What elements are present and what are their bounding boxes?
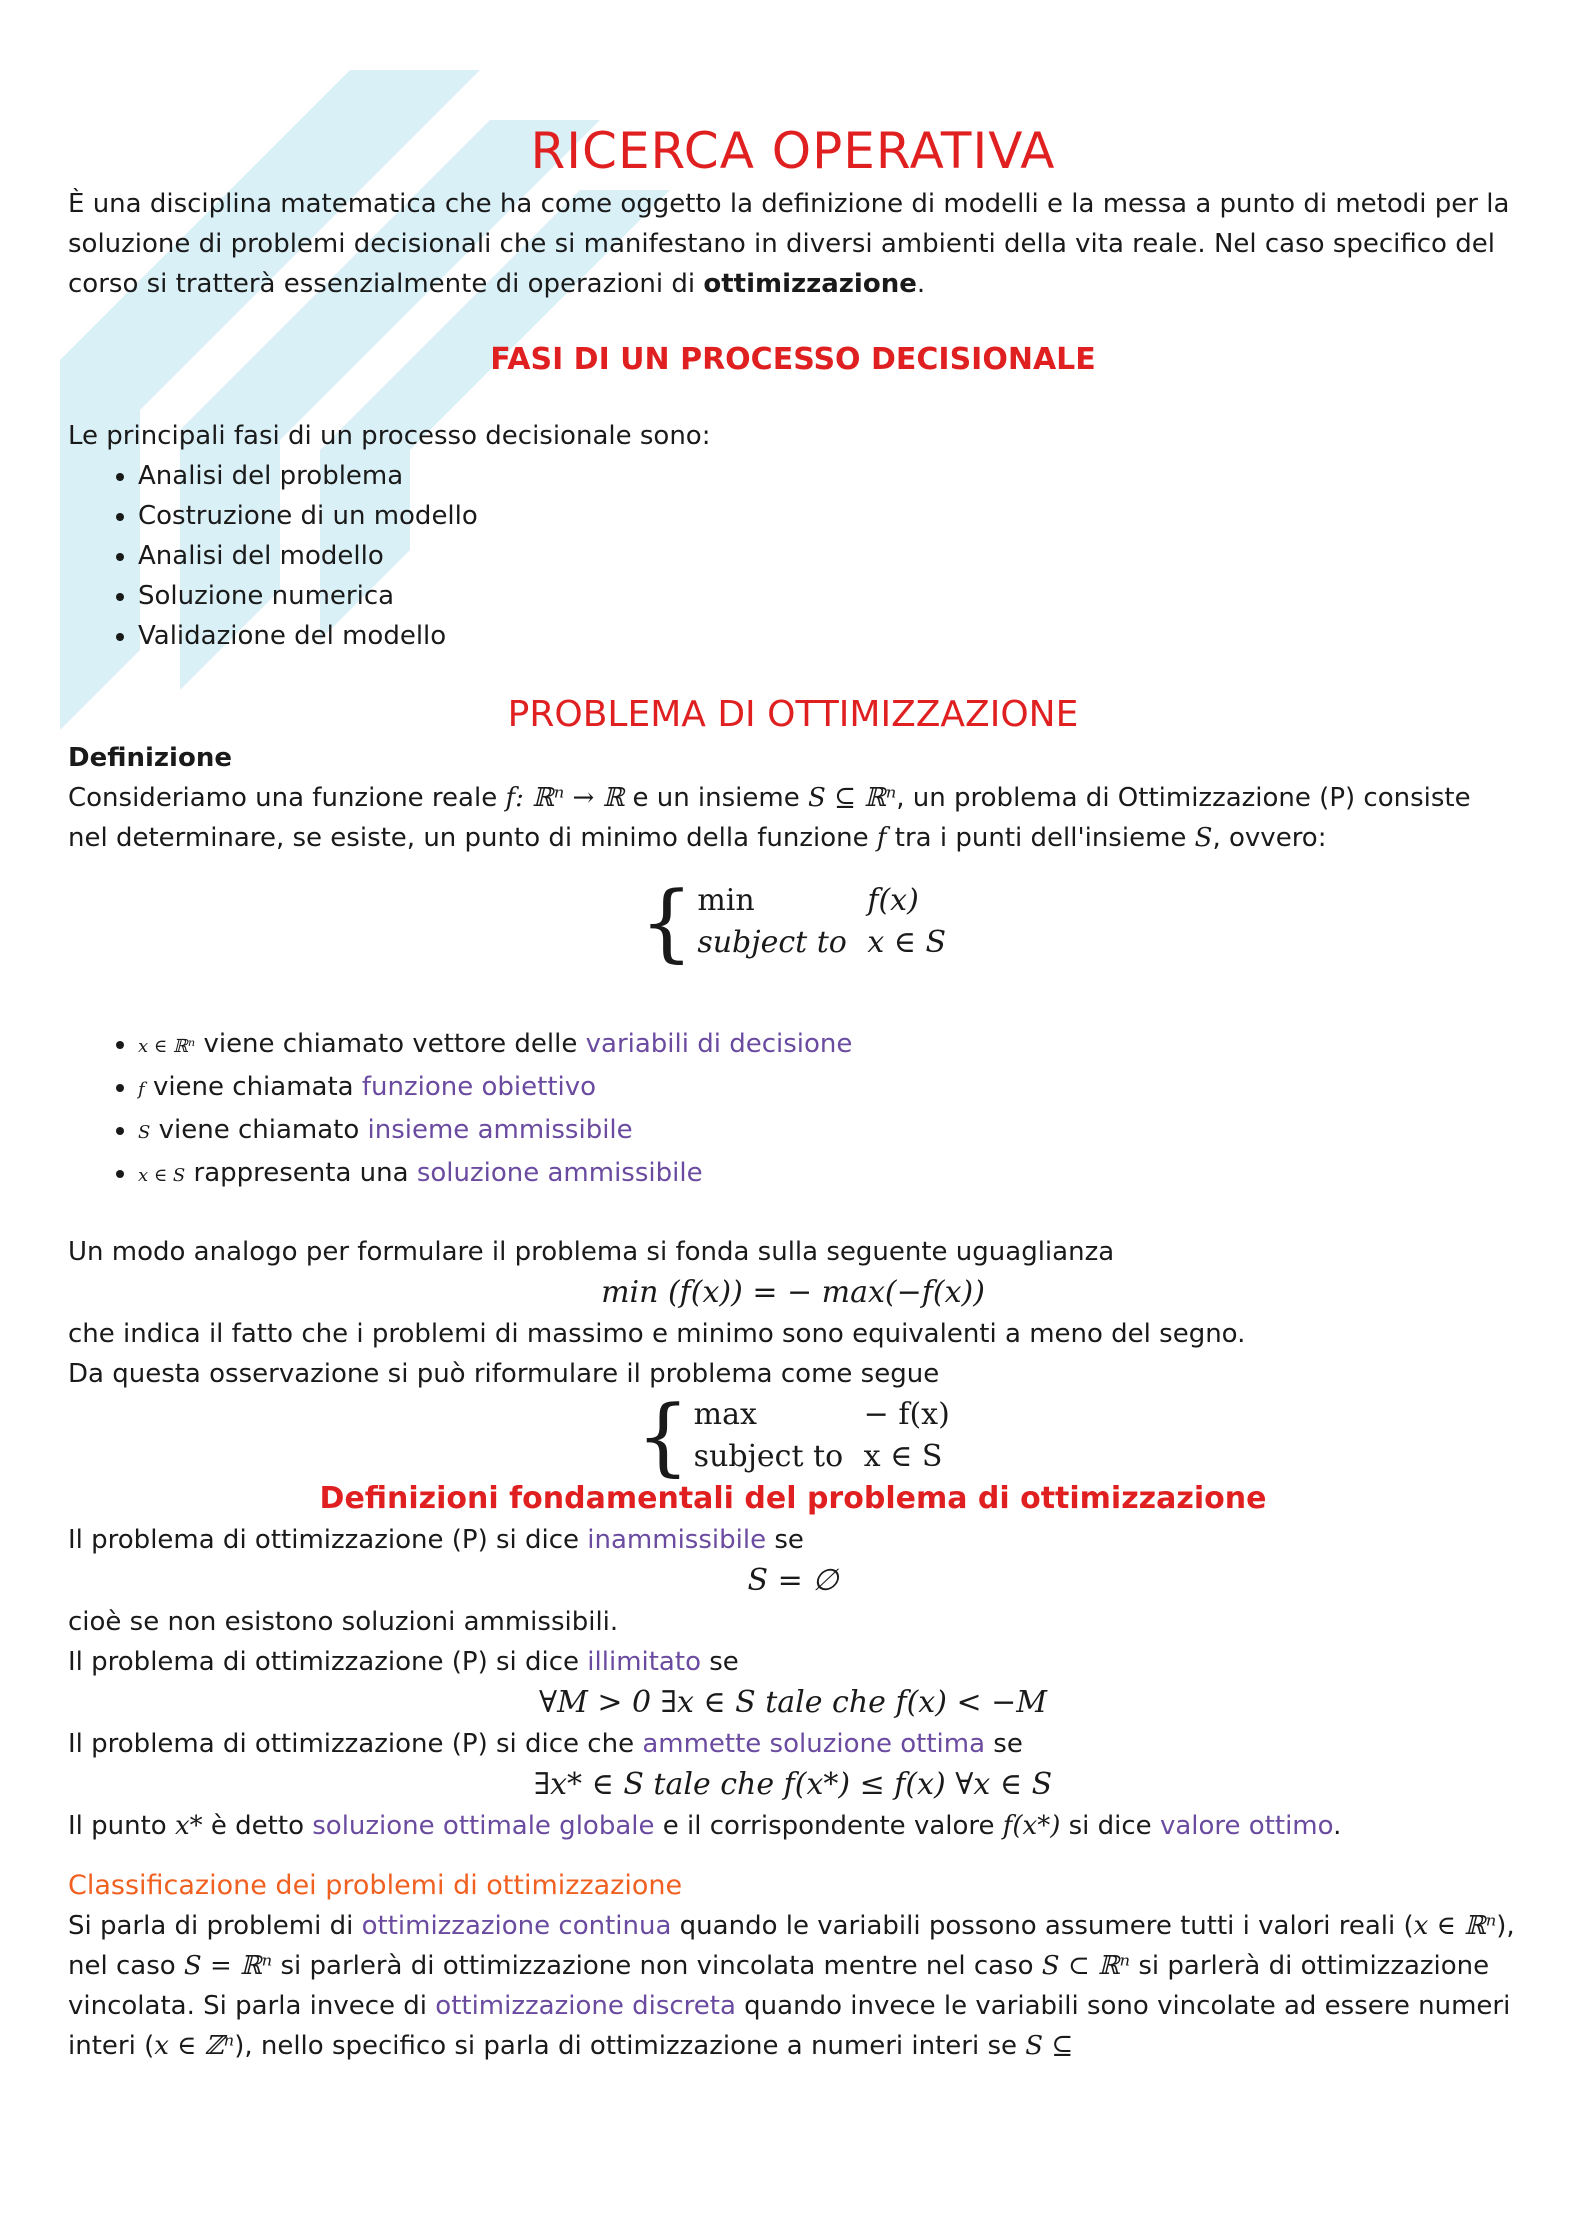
brace-icon: { bbox=[636, 1387, 690, 1485]
list-item: • Costruzione di un modello bbox=[138, 496, 1518, 536]
optimal-formula: ∃x* ∈ S tale che f(x*) ≤ f(x) ∀x ∈ S bbox=[533, 1767, 1053, 1802]
inadmissible-explain: cioè se non esistono soluzioni ammissibili. bbox=[68, 1607, 619, 1637]
list-item: • S viene chiamato insieme ammissibile bbox=[138, 1110, 1518, 1153]
unbounded-formula: ∀M > 0 ∃x ∈ S tale che f(x) < −M bbox=[539, 1685, 1047, 1720]
page-title: RICERCA OPERATIVA bbox=[530, 122, 1056, 180]
min-problem-system: { min f(x) subject to x ∈ S bbox=[639, 873, 947, 971]
classification-heading: Classificazione dei problemi di ottimizzazione bbox=[68, 1870, 683, 1901]
list-item: • Soluzione numerica bbox=[138, 576, 1518, 616]
terms-list bbox=[68, 1024, 1518, 1196]
global-solution-text: Il punto x* è detto soluzione ottimale globale e il corrispondente valore f(x*) si dice valore ottimo. bbox=[68, 1811, 1342, 1841]
equality-formula: min (f(x)) = − max(−f(x)) bbox=[601, 1275, 985, 1310]
phases-lead: Le principali fasi di un processo decisionale sono: bbox=[68, 421, 711, 451]
phases-heading: FASI DI UN PROCESSO DECISIONALE bbox=[490, 342, 1096, 377]
phases-list bbox=[68, 456, 1518, 656]
intro-paragraph: È una disciplina matematica che ha come oggetto la definizione di modelli e la messa a punto di metodi per la soluzione di problemi decisionali che si manifestano in diversi ambienti della vita reale. Nel caso specifico del corso si tratterà essenzialmente di operazioni di ottimizzazione. bbox=[68, 189, 1510, 299]
list-item: • x ∈ ℝⁿ viene chiamato vettore delle variabili di decisione bbox=[138, 1024, 1518, 1067]
unbounded-text: Il problema di ottimizzazione (P) si dice illimitato se bbox=[68, 1647, 739, 1677]
definition-label: Definizione bbox=[68, 743, 232, 773]
brace-icon: { bbox=[639, 873, 694, 971]
definition-paragraph: Consideriamo una funzione reale f: ℝⁿ → ℝ e un insieme S ⊆ ℝⁿ, un problema di Ottimizzazione (P) consiste nel determinare, se esiste, un punto di minimo della funzione f tra i punti dell'insieme S, ovvero: bbox=[68, 783, 1471, 853]
analog-text: Un modo analogo per formulare il problema si fonda sulla seguente uguaglianza bbox=[68, 1237, 1115, 1267]
inadmissible-text: Il problema di ottimizzazione (P) si dice inammissibile se bbox=[68, 1525, 804, 1555]
list-item: • f viene chiamata funzione obiettivo bbox=[138, 1067, 1518, 1110]
document-page bbox=[68, 120, 1518, 2066]
definitions-heading: Definizioni fondamentali del problema di ottimizzazione bbox=[319, 1481, 1267, 1516]
list-item: • Analisi del modello bbox=[138, 536, 1518, 576]
max-problem-system: { max − f(x) subject to x ∈ S bbox=[636, 1387, 950, 1485]
list-item: • x ∈ S rappresenta una soluzione ammissibile bbox=[138, 1153, 1518, 1196]
optimal-text: Il problema di ottimizzazione (P) si dice che ammette soluzione ottima se bbox=[68, 1729, 1023, 1759]
list-item: • Validazione del modello bbox=[138, 616, 1518, 656]
classification-paragraph: Si parla di problemi di ottimizzazione continua quando le variabili possono assumere tutti i valori reali (x ∈ ℝⁿ), nel caso S = ℝⁿ si parlerà di ottimizzazione non vincolata mentre nel caso S ⊂ ℝⁿ si parlerà di ottimizzazione vincolata. Si parla invece di ottimizzazione discreta quando invece le variabili sono vincolate ad essere numeri interi (x ∈ ℤⁿ), nello specifico si parla di ottimizzazione a numeri interi se S ⊆ bbox=[68, 1911, 1515, 2061]
reformulation-text: Da questa osservazione si può riformulare il problema come segue bbox=[68, 1359, 940, 1389]
list-item: • Analisi del problema bbox=[138, 456, 1518, 496]
optimization-heading: PROBLEMA DI OTTIMIZZAZIONE bbox=[507, 694, 1079, 735]
empty-set-formula: S = ∅ bbox=[747, 1563, 839, 1598]
equivalence-text: che indica il fatto che i problemi di massimo e minimo sono equivalenti a meno del segno. bbox=[68, 1319, 1246, 1349]
